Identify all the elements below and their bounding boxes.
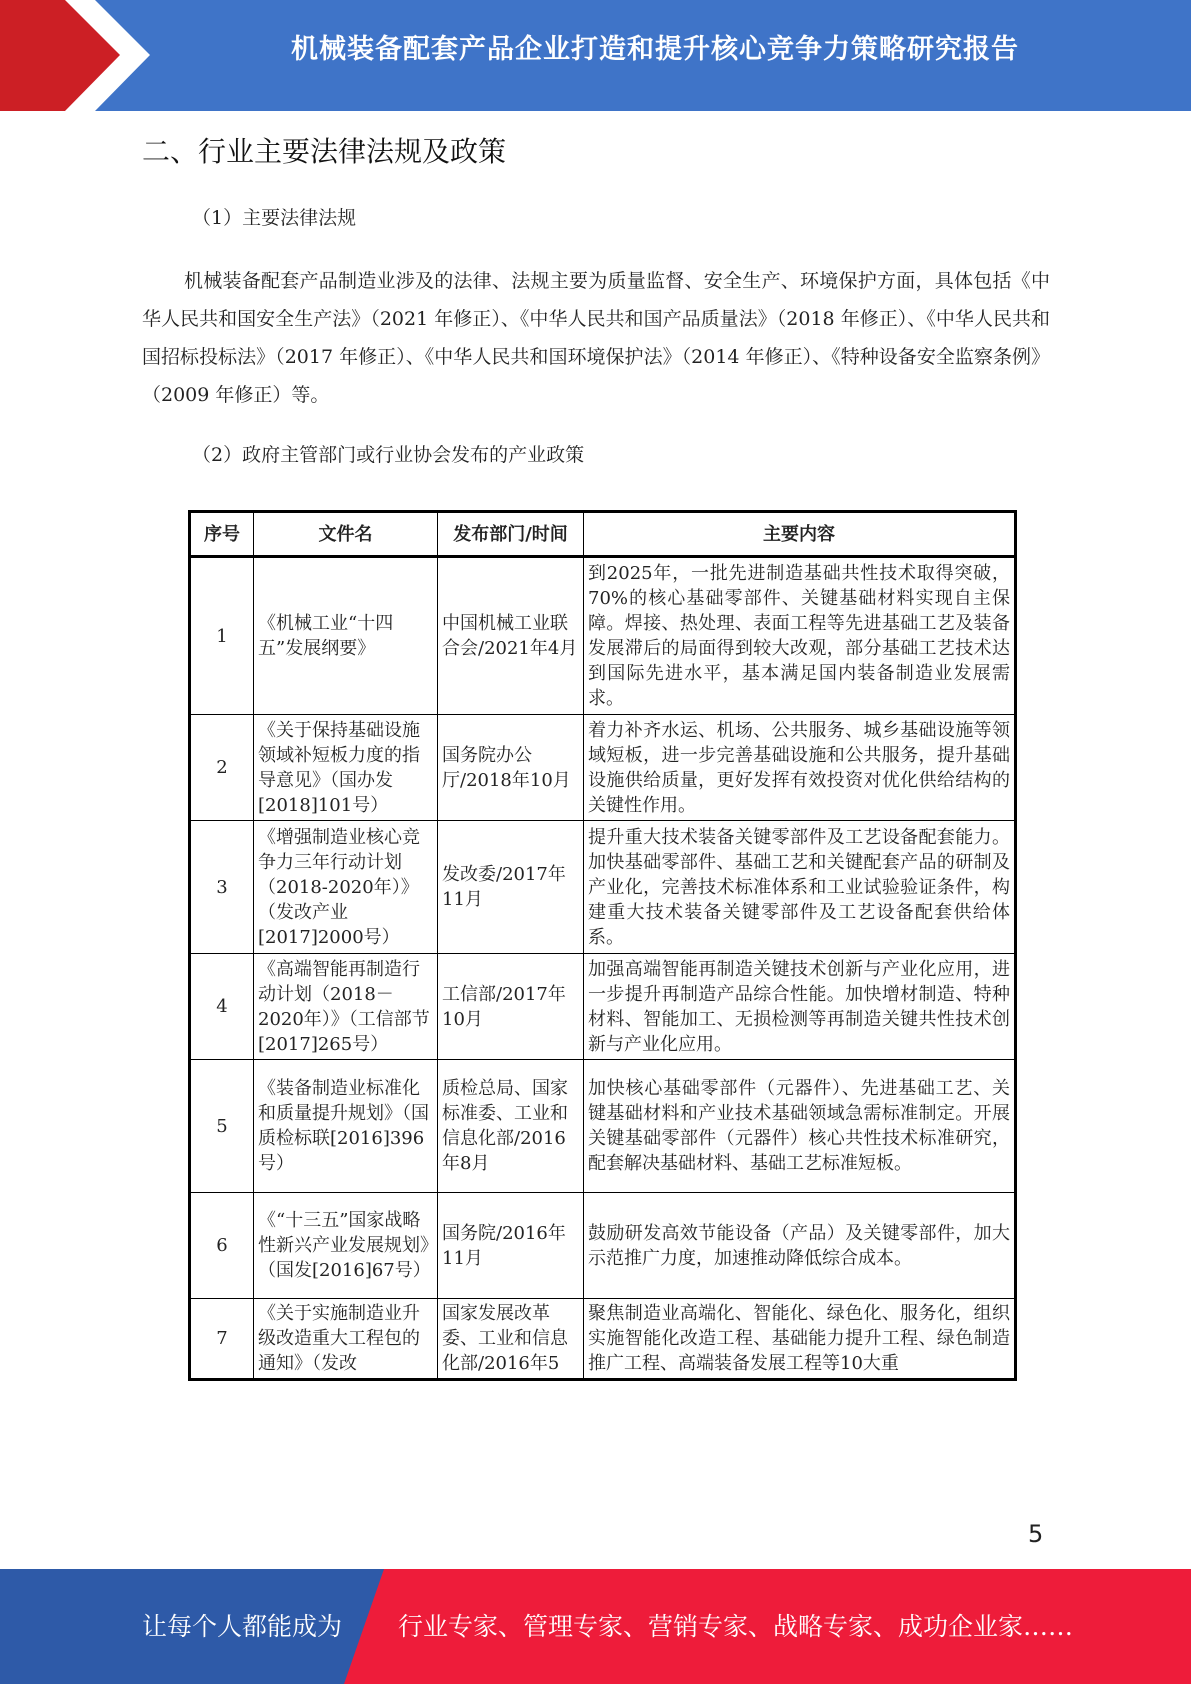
- table-row: [190, 557, 1016, 715]
- row-dept: 国务院/2016年11月: [438, 1193, 584, 1299]
- row-content: 加快核心基础零部件（元器件）、先进基础工艺、关键基础材料和产业技术基础领域急需标准制定。开展关键基础零部件（元器件）核心共性技术标准研究，配套解决基础材料、基础工艺标准短板。: [584, 1060, 1016, 1193]
- row-name: 《关于实施制造业升级改造重大工程包的通知》（发改: [254, 1299, 438, 1380]
- row-no: 3: [190, 821, 254, 954]
- row-content: 加强高端智能再制造关键技术创新与产业化应用，进一步提升再制造产品综合性能。加快增材制造、特种材料、智能加工、无损检测等再制造关键共性技术创新与产业化应用。: [584, 954, 1016, 1060]
- row-dept: 国务院办公厅/2018年10月: [438, 715, 584, 821]
- row-content: 提升重大技术装备关键零部件及工艺设备配套能力。加快基础零部件、基础工艺和关键配套产品的研制及产业化，完善技术标准体系和工业试验验证条件，构建重大技术装备关键零部件及工艺设备配套供给体系。: [584, 821, 1016, 954]
- row-dept: 国家发展改革委、工业和信息化部/2016年5: [438, 1299, 584, 1380]
- row-content: 鼓励研发高效节能设备（产品）及关键零部件，加大示范推广力度，加速推动降低综合成本。: [584, 1193, 1016, 1299]
- page-header: [0, 0, 1191, 111]
- footer-slogan-right: 行业专家、管理专家、营销专家、战略专家、成功企业家……: [398, 1612, 1074, 1641]
- subheading-policies: （2）政府主管部门或行业协会发布的产业政策: [192, 444, 585, 466]
- table-row: [190, 954, 1016, 1060]
- table-row: [190, 715, 1016, 821]
- table-header-row: [190, 512, 1016, 557]
- report-title: 机械装备配套产品企业打造和提升核心竞争力策略研究报告: [291, 34, 1019, 65]
- row-name: 《增强制造业核心竞争力三年行动计划（2018-2020年）》（发改产业[2017]2000号）: [254, 821, 438, 954]
- row-content: 着力补齐水运、机场、公共服务、城乡基础设施等领域短板，进一步完善基础设施和公共服务，提升基础设施供给质量，更好发挥有效投资对优化供给结构的关键性作用。: [584, 715, 1016, 821]
- laws-paragraph: 机械装备配套产品制造业涉及的法律、法规主要为质量监督、安全生产、环境保护方面，具体包括《中华人民共和国安全生产法》（2021 年修正）、《中华人民共和国产品质量法》（2018 年修正）、《中华人民共和国招标投标法》（2017 年修正）、《中华人民共和国环境保护法》（2014 年修正）、《特种设备安全监察条例》（2009 年修正）等。: [142, 270, 1050, 406]
- row-name: 《关于保持基础设施领域补短板力度的指导意见》（国办发[2018]101号）: [254, 715, 438, 821]
- row-name: 《高端智能再制造行动计划（2018－2020年）》（工信部节[2017]265号）: [254, 954, 438, 1060]
- table-row: [190, 1060, 1016, 1193]
- row-content: 到2025年，一批先进制造基础共性技术取得突破，70%的核心基础零部件、关键基础材料实现自主保障。焊接、热处理、表面工程等先进基础工艺及装备发展滞后的局面得到较大改观，部分基础工艺技术达到国际先进水平，基本满足国内装备制造业发展需求。: [584, 557, 1016, 715]
- row-name: 《机械工业“十四五”发展纲要》: [254, 557, 438, 715]
- footer-slogan-left: 让每个人都能成为: [142, 1612, 343, 1641]
- table-row: [190, 1299, 1016, 1380]
- row-dept: 质检总局、国家标准委、工业和信息化部/2016年8月: [438, 1060, 584, 1193]
- subheading-laws: （1）主要法律法规: [192, 207, 357, 229]
- policy-table: [188, 510, 1017, 1381]
- row-name: 《装备制造业标准化和质量提升规划》（国质检标联[2016]396号）: [254, 1060, 438, 1193]
- row-no: 2: [190, 715, 254, 821]
- header-content: 主要内容: [584, 512, 1016, 557]
- row-no: 4: [190, 954, 254, 1060]
- header-name: 文件名: [254, 512, 438, 557]
- row-dept: 发改委/2017年11月: [438, 821, 584, 954]
- row-dept: 工信部/2017年10月: [438, 954, 584, 1060]
- row-no: 1: [190, 557, 254, 715]
- page-footer: [0, 1569, 1191, 1684]
- header-no: 序号: [190, 512, 254, 557]
- row-no: 5: [190, 1060, 254, 1193]
- row-no: 7: [190, 1299, 254, 1380]
- table-row: [190, 821, 1016, 954]
- row-name: 《“十三五”国家战略性新兴产业发展规划》（国发[2016]67号）: [254, 1193, 438, 1299]
- row-content: 聚焦制造业高端化、智能化、绿色化、服务化，组织实施智能化改造工程、基础能力提升工程、绿色制造推广工程、高端装备发展工程等10大重: [584, 1299, 1016, 1380]
- page-number: 5: [1028, 1520, 1044, 1548]
- row-dept: 中国机械工业联合会/2021年4月: [438, 557, 584, 715]
- header-dept: 发布部门/时间: [438, 512, 584, 557]
- table-row: [190, 1193, 1016, 1299]
- row-no: 6: [190, 1193, 254, 1299]
- section-title: 二、行业主要法律法规及政策: [142, 135, 507, 168]
